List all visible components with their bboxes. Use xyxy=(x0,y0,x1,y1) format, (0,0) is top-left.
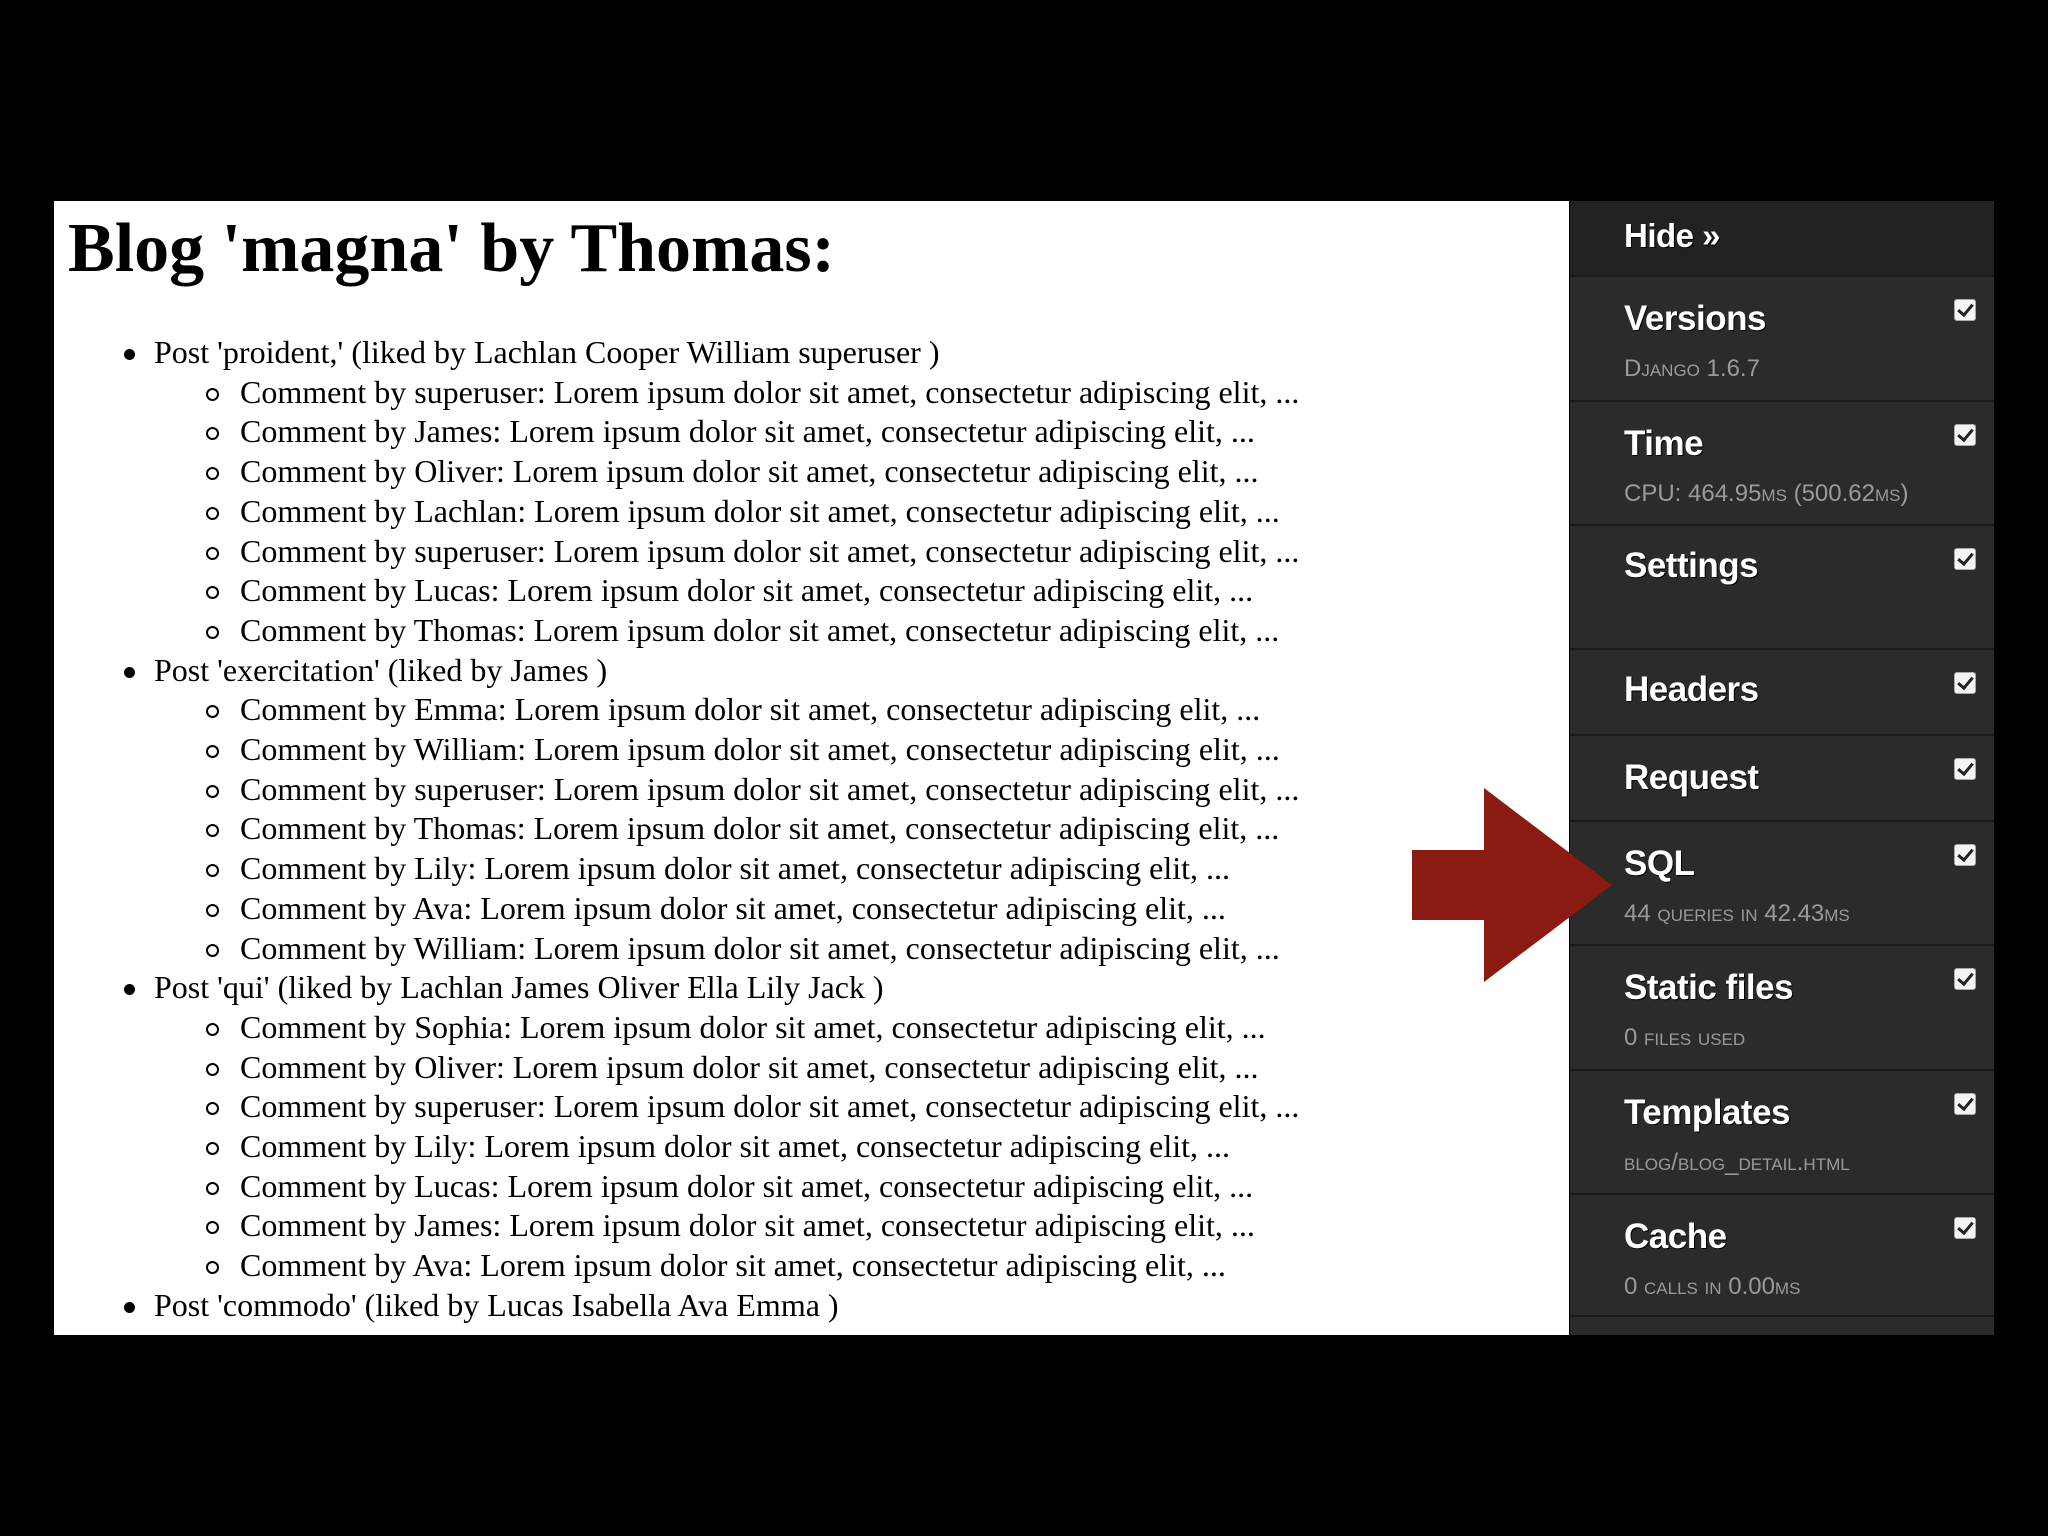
panel-title: Settings xyxy=(1624,546,1759,585)
panel-subtitle: blog/blog_detail.html xyxy=(1624,1149,1850,1176)
panel-static-files[interactable] xyxy=(1570,946,1994,1071)
panel-subtitle: CPU: 464.95ms (500.62ms) xyxy=(1624,480,1909,507)
comment-item: Comment by James: Lorem ipsum dolor sit amet, consectetur adipiscing elit, ... xyxy=(154,412,1299,452)
panel-toggle-checkbox[interactable] xyxy=(1954,1093,1976,1115)
panel-time[interactable] xyxy=(1570,402,1994,526)
comment-list xyxy=(154,690,1299,968)
toolbar-footer xyxy=(1570,1317,1994,1335)
page-title: Blog 'magna' by Thomas: xyxy=(68,210,835,287)
annotation-arrow xyxy=(1412,788,1620,988)
comment-list xyxy=(154,1008,1299,1286)
post-item xyxy=(54,1286,1299,1326)
comment-item: Comment by Oliver: Lorem ipsum dolor sit amet, consectetur adipiscing elit, ... xyxy=(154,452,1299,492)
panel-title: Time xyxy=(1624,424,1704,463)
comment-item: Comment by William: Lorem ipsum dolor sit amet, consectetur adipiscing elit, ... xyxy=(154,929,1299,969)
panel-title: Cache xyxy=(1624,1217,1727,1256)
panel-title: SQL xyxy=(1624,844,1695,883)
panel-toggle-checkbox[interactable] xyxy=(1954,424,1976,446)
panel-cache[interactable] xyxy=(1570,1195,1994,1317)
panel-toggle-checkbox[interactable] xyxy=(1954,1217,1976,1239)
comment-item: Comment by Lily: Lorem ipsum dolor sit amet, consectetur adipiscing elit, ... xyxy=(154,849,1299,889)
hide-label: Hide » xyxy=(1624,217,1721,254)
comment-list xyxy=(154,373,1299,651)
comment-item: Comment by superuser: Lorem ipsum dolor sit amet, consectetur adipiscing elit, ... xyxy=(154,770,1299,810)
panel-toggle-checkbox[interactable] xyxy=(1954,299,1976,321)
panel-request[interactable] xyxy=(1570,736,1994,822)
comment-item: Comment by Lily: Lorem ipsum dolor sit amet, consectetur adipiscing elit, ... xyxy=(154,1127,1299,1167)
comment-item: Comment by superuser: Lorem ipsum dolor sit amet, consectetur adipiscing elit, ... xyxy=(154,532,1299,572)
panel-templates[interactable] xyxy=(1570,1071,1994,1195)
comment-item: Comment by Thomas: Lorem ipsum dolor sit amet, consectetur adipiscing elit, ... xyxy=(154,611,1299,651)
comment-item: Comment by Oliver: Lorem ipsum dolor sit amet, consectetur adipiscing elit, ... xyxy=(154,1048,1299,1088)
panel-subtitle: 0 files used xyxy=(1624,1024,1746,1051)
panel-title: Static files xyxy=(1624,968,1794,1007)
comment-item: Comment by superuser: Lorem ipsum dolor sit amet, consectetur adipiscing elit, ... xyxy=(154,1087,1299,1127)
comment-item: Comment by Thomas: Lorem ipsum dolor sit amet, consectetur adipiscing elit, ... xyxy=(154,809,1299,849)
arrow-shape xyxy=(1412,788,1612,982)
post-label: Post 'proident,' (liked by Lachlan Cooper William superuser ) xyxy=(154,333,1299,373)
hide-toolbar-button[interactable] xyxy=(1570,201,1994,277)
panel-toggle-checkbox[interactable] xyxy=(1954,844,1976,866)
comment-item: Comment by Lucas: Lorem ipsum dolor sit amet, consectetur adipiscing elit, ... xyxy=(154,571,1299,611)
blog-page xyxy=(54,201,1569,1335)
comment-item: Comment by Ava: Lorem ipsum dolor sit amet, consectetur adipiscing elit, ... xyxy=(154,1246,1299,1286)
panel-title: Request xyxy=(1624,758,1759,797)
panel-subtitle: Django 1.6.7 xyxy=(1624,355,1760,382)
comment-item: Comment by Ava: Lorem ipsum dolor sit amet, consectetur adipiscing elit, ... xyxy=(154,889,1299,929)
panel-title: Headers xyxy=(1624,670,1759,709)
post-list xyxy=(54,333,1299,1326)
comment-item: Comment by William: Lorem ipsum dolor sit amet, consectetur adipiscing elit, ... xyxy=(154,730,1299,770)
panel-toggle-checkbox[interactable] xyxy=(1954,672,1976,694)
panel-subtitle: 44 queries in 42.43ms xyxy=(1624,900,1850,927)
panel-title: Versions xyxy=(1624,299,1766,338)
panel-sql[interactable] xyxy=(1570,822,1994,946)
comment-item: Comment by Sophia: Lorem ipsum dolor sit amet, consectetur adipiscing elit, ... xyxy=(154,1008,1299,1048)
comment-item: Comment by superuser: Lorem ipsum dolor sit amet, consectetur adipiscing elit, ... xyxy=(154,373,1299,413)
post-label: Post 'qui' (liked by Lachlan James Oliver Ella Lily Jack ) xyxy=(154,968,1299,1008)
panel-subtitle: 0 calls in 0.00ms xyxy=(1624,1273,1801,1300)
panel-toggle-checkbox[interactable] xyxy=(1954,548,1976,570)
panel-toggle-checkbox[interactable] xyxy=(1954,758,1976,780)
post-item xyxy=(54,333,1299,651)
comment-item: Comment by Emma: Lorem ipsum dolor sit amet, consectetur adipiscing elit, ... xyxy=(154,690,1299,730)
panel-settings[interactable] xyxy=(1570,526,1994,650)
post-item xyxy=(54,651,1299,969)
comment-item: Comment by James: Lorem ipsum dolor sit amet, consectetur adipiscing elit, ... xyxy=(154,1206,1299,1246)
panel-toggle-checkbox[interactable] xyxy=(1954,968,1976,990)
panel-title: Templates xyxy=(1624,1093,1791,1132)
comment-item: Comment by Lachlan: Lorem ipsum dolor sit amet, consectetur adipiscing elit, ... xyxy=(154,492,1299,532)
panel-versions[interactable] xyxy=(1570,277,1994,402)
post-item xyxy=(54,968,1299,1286)
panel-headers[interactable] xyxy=(1570,650,1994,736)
debug-toolbar xyxy=(1570,201,1994,1335)
comment-item: Comment by Lucas: Lorem ipsum dolor sit amet, consectetur adipiscing elit, ... xyxy=(154,1167,1299,1207)
post-label: Post 'commodo' (liked by Lucas Isabella Ava Emma ) xyxy=(154,1286,1299,1326)
post-label: Post 'exercitation' (liked by James ) xyxy=(154,651,1299,691)
